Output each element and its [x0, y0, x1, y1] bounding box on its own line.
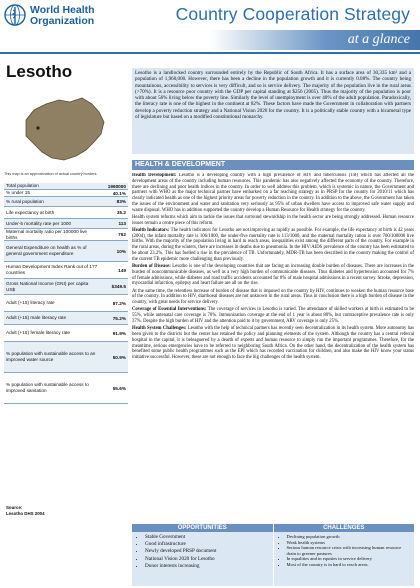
paragraph-coverage: Coverage of Essential Interventions: The coverage of services in Lesotho is varied. The attendance of skilled workers at birth is estimated to be 55%, while antenatal care coverage is 70%. Immunization coverage at the end of 1 year is about 80%, but contraceptive prevalence rate is only 37%. Despite the high burden of HIV and the attention paid to it by government, ARV coverage is only 25%.	[132, 307, 414, 324]
list-item: • National Vision 2020 for Lesotho	[145, 556, 269, 563]
stat-value: 87.2%	[112, 300, 126, 306]
stat-value: 75.2%	[112, 315, 126, 321]
oc-header-row	[132, 524, 414, 532]
stat-row	[4, 325, 128, 342]
stat-row	[4, 312, 128, 325]
stats-source	[6, 505, 45, 516]
paragraph-heading: Health Indicators:	[132, 227, 170, 233]
stat-row	[4, 342, 128, 373]
challenges-column	[273, 532, 415, 586]
header-rule	[0, 52, 420, 54]
org-line-2: Organization	[30, 15, 95, 27]
stats-table	[4, 183, 128, 404]
stat-label: % under 15	[6, 190, 30, 196]
opportunities-heading: OPPORTUNITIES	[132, 524, 273, 532]
stat-value: 55.6%	[112, 385, 126, 391]
challenges-heading: CHALLENGES	[273, 524, 415, 532]
stat-value: 50.9%	[112, 354, 126, 360]
who-wordmark	[30, 5, 95, 27]
section-heading: HEALTH & DEVELOPMENT	[132, 160, 414, 170]
stat-value: 1960000	[107, 183, 126, 189]
stat-label: Gross National Income (GNI) per capita US$	[6, 280, 89, 292]
paragraph-health-reforms: Health system reforms which aim to tackle the issues that surround stewardship in the health sector are being strongly addressed. Human resource issues remain a centre piece of this reform.	[132, 214, 414, 226]
stat-label: Maternal mortality ratio per 100000 live births	[6, 228, 88, 240]
country-map-image	[4, 90, 122, 170]
list-item: • Newly developed PRSP document	[145, 548, 269, 555]
map-note: This map is an approximation of actual country borders.	[4, 172, 98, 176]
paragraph-heading: Health Development:	[132, 173, 177, 178]
country-name: Lesotho	[6, 62, 73, 81]
list-item: • Weak health systems	[287, 540, 411, 546]
stat-row	[4, 262, 128, 279]
stat-value: 762	[118, 232, 126, 237]
stat-value: 113	[118, 221, 126, 226]
stat-label: % population with sustainable access to improved sanitation	[6, 382, 89, 393]
org-line-1: World Health	[30, 4, 95, 16]
list-item: • Good infrastructure	[145, 541, 269, 548]
stat-label: Total population	[6, 183, 39, 189]
stat-row	[4, 190, 128, 197]
stat-value: 40.1%	[112, 190, 126, 196]
challenges-list	[278, 534, 411, 567]
paragraph-system-challenges: Health System Challenges: Lesotho with the help of technical partners has recently seen decentralization in its health system. More autonomy has been given to the districts but the center has retained the policy and planning elements of the system. Although the country has a central referral hospital in the capital, it is beleaguered by a dearth of experts and human resource to simply run the important programmes. Therefore, for the meantime, serious emergencies have to be referred to neighboring South Africa. On the other hand, the decentralization of the health system has benefited some public health programmes such as the EPI which has recorded vaccination for children, and also make the HIV know your status initiative successful. However, these are not enough to face the big challenges of the health system.	[132, 326, 414, 361]
intro-text: Lesotho is a landlocked country surrounded entirely by the Republic of South Africa. It has a surface area of 30,335 km² and a population of 1,960,000. However, there has been a decline in the population growth and it is currently 0.08%. The country being mountainous, accessibility to services is very difficult, and so is service delivery. The majority of the population live in the rural areas (>70%). It is a resource poor country with the GDP per capital standing at $256 (2005). Thus the majority of the population is poor with about 56% living below the poverty line. Similarly the level of unemployment is over 40% of the adult population. Paradoxically, the literacy rate is one of the highest in the continent at 82%. These factors have made the Government in collaboration with partners develop a poverty reduction strategy and a National Vision 2020 for the country. It is a politically stable country with a bicameral type of legislature but based on a modified constitutional monarchy.	[135, 70, 411, 121]
stat-row	[4, 197, 128, 207]
who-emblem-icon	[4, 4, 26, 26]
paragraph-heading: Health System Challenges:	[132, 326, 187, 332]
oc-body-row	[132, 532, 414, 586]
paragraph-heading: Burden of Disease:	[132, 264, 171, 270]
stat-value: 149	[118, 267, 126, 273]
stat-label: Life expectancy at birth	[6, 209, 55, 215]
opportunities-challenges-table	[132, 524, 414, 586]
list-item: • Declining population growth	[287, 534, 411, 540]
list-item: • Most of the country is in hard to reach areas.	[287, 562, 411, 568]
stat-row	[4, 183, 128, 190]
list-item: • In equalities and in equities in service delivery	[287, 556, 411, 562]
source-text: Lesotho DHS 2004	[6, 510, 45, 516]
stat-label: Adult (+15) male literacy rate	[6, 315, 67, 321]
health-development-text	[132, 173, 414, 521]
list-item: • Stable Government	[145, 534, 269, 541]
stat-value: $349.5	[111, 284, 126, 289]
paragraph-heading: Coverage of Essential Interventions:	[132, 307, 207, 313]
document-subtitle: at a glance	[347, 32, 410, 47]
stat-row	[4, 279, 128, 295]
paragraph-health-development: Health Development: Lesotho is a developing country with a high prevalence of HIV and tuberculosis (TB) which has affected all the development areas of the country including human resources. This pandemic has also negatively affected the economy of the country. Therefore, there are declining and poor health indices in the country. In order to well address this problem, which is systemic in nature, the Government and partners with WHO as the major technical partner have embarked on a far reaching strategy as in PRSP for the country for 2010/11 which has clearly indicated health as one of the highest priority areas for poverty reduction in the country. In addition to the above, the Government has taken the issues of the environment and water and sanitation very seriously as 95% of urban dwellers have access to improved safe water supply and waste disposal. WHO has in addition supported the country develop a Human Resource for Health strategy for the country.	[132, 173, 414, 213]
stat-label: Under-5 mortality rate per 1000	[6, 220, 72, 226]
stat-label: Adult (+15) literacy rate	[6, 300, 55, 306]
list-item: • Serious human resource crisis with increasing human resource drain to greener pastures	[287, 545, 411, 556]
stat-row	[4, 229, 128, 241]
paragraph-burden-of-disease: Burden of Disease: Lesotho is one of the developing countries that are facing an increasing double burden of diseases. There are increases in the burden of noncommunicable diseases, as well as a very high burden of communicable diseases. Thus diabetes and hypertension accounted for 7% of female admissions, while diabetes and road traffic accidents accounted for 8% of male hospital admissions in a recent survey. Stroke, depression, myocardial infarction, epilepsy and heart failure are all on the rise.	[132, 264, 414, 287]
stat-row	[4, 373, 128, 404]
paragraph-hiv-burden: At the same time, the relentless increase of burden of disease that is imposed on the country by HIV, continues to weaken the human resource base of the country. In addition to HIV, diarrhoeal diseases are not unknown in the rural areas. Thus in conclusion there is a high burden of disease in the country, with great needs for service delivery.	[132, 288, 414, 306]
stat-value: 35.2	[116, 210, 126, 215]
stat-label: General Expenditure on health as % of general government expenditure	[6, 245, 87, 256]
stat-value: 10%	[116, 248, 126, 254]
stat-row	[4, 241, 128, 262]
stat-label: Human Development Index Rank out of 177 countries	[6, 264, 98, 275]
page-header	[0, 0, 420, 54]
stat-row	[4, 219, 128, 229]
paragraph-health-indicators: Health Indicators: The health indicators for Lesotho are not improving as rapidly as possible. For example, the life expectancy at birth is 42 years (2004), the infant mortality rate is 106/1000, the under-five mortality rate is 113/1000, and the maternal mortality ration is over 700/100000 live births. With the majority of the population living in hard to reach areas, inequalities exist among the different parts of the country. For example in the rural areas, during the winters, there are increases in deaths due to pneumonia. In the HIV/AIDS prevalence of the country has been estimated to be about 23.2%. This has fuelled a rise in the prevalence of TB. Unfortunately, MDR-TB has been described in the country making the control of the current TB epidemic more challenging than previously.	[132, 227, 414, 262]
stat-label: Adult (+15) female literacy rate	[6, 330, 70, 336]
source-label: Source:	[6, 505, 23, 510]
document-title: Country Cooperation Strategy	[175, 4, 410, 24]
opportunities-column	[132, 532, 273, 586]
country-intro-panel	[132, 68, 414, 154]
stat-label: % rural population	[6, 198, 44, 204]
opportunities-list	[136, 534, 269, 570]
stat-value: 91.9%	[112, 330, 126, 336]
stat-row	[4, 207, 128, 219]
stat-value: 83%	[116, 199, 126, 204]
stat-label: % population with sustainable access to an improved water source	[6, 351, 96, 362]
list-item: • Donor interests increasing	[145, 563, 269, 570]
stat-row	[4, 295, 128, 312]
